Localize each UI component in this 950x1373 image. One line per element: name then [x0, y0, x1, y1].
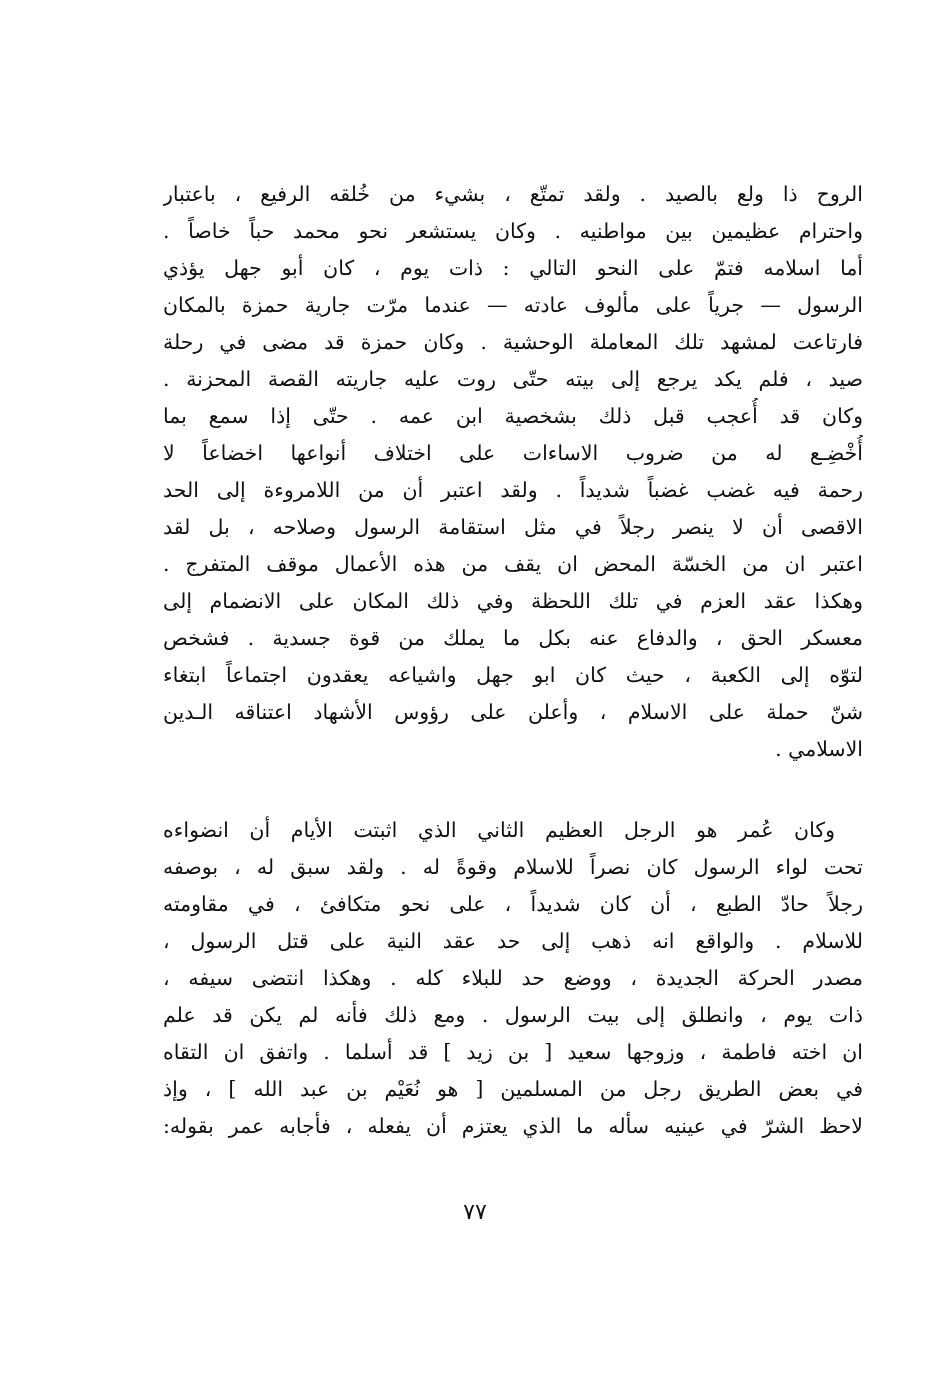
text-line: أما اسلامه فتمّ على النحو التالي : ذات يوم ، كان أبو جهل يؤذي: [163, 256, 863, 280]
text-line: للاسلام . والواقع انه ذهب إلى حد عقد النية على قتل الرسول ،: [163, 929, 863, 953]
text-line: وكان عُمر هو الرجل العظيم الثاني الذي اثبتت الأيام أن انضواءه: [163, 818, 835, 842]
paragraph-1: [163, 176, 863, 768]
text-line: واحترام عظيمين بين مواطنيه . وكان يستشعر نحو محمد حباً خاصاً .: [163, 219, 863, 243]
text-line: ان اخته فاطمة ، وزوجها سعيد [ بن زيد ] قد أسلما . واتفق ان التقاه: [163, 1040, 863, 1064]
text-line: الاقصى أن لا ينصر رجلاً في مثل استقامة الرسول وصلاحه ، بل لقد: [163, 515, 863, 539]
text-line: وهكذا عقد العزم في تلك اللحظة وفي ذلك المكان على الانضمام إلى: [163, 589, 863, 613]
text-line: رحمة فيه غضب غضباً شديداً . ولقد اعتبر أن من اللامروءة إلى الحد: [163, 478, 863, 502]
text-line: وكان قد أُعجب قبل ذلك بشخصية ابن عمه . حتّى إذا سمع بما: [163, 404, 863, 428]
text-line: لتوّه إلى الكعبة ، حيث كان ابو جهل واشياعه يعقدون اجتماعاً ابتغاء: [163, 663, 863, 687]
text-line: تحت لواء الرسول كان نصراً للاسلام وقوةً له . ولقد سبق له ، بوصفه: [163, 855, 863, 879]
text-line: الرسول — جرياً على مألوف عادته — عندما مرّت جارية حمزة بالمكان: [163, 293, 863, 317]
text-line: مصدر الحركة الجديدة ، ووضع حد للبلاء كله . وهكذا انتضى سيفه ،: [163, 966, 863, 990]
page-number: ٧٧: [463, 1200, 487, 1225]
text-line: الروح ذا ولع بالصيد . ولقد تمتّع ، بشيء من خُلقه الرفيع ، باعتبار: [163, 182, 863, 206]
text-line: فارتاعت لمشهد تلك المعاملة الوحشية . وكان حمزة قد مضى في رحلة: [163, 330, 863, 354]
text-line: الاسلامي .: [775, 737, 863, 761]
text-line: في بعض الطريق رجل من المسلمين [ هو نُعَيْم بن عبد الله ] ، وإذ: [163, 1077, 863, 1101]
text-line: ذات يوم ، وانطلق إلى بيت الرسول . ومع ذلك فأنه لم يكن قد علم: [163, 1003, 863, 1027]
text-line: صيد ، فلم يكد يرجع إلى بيته حتّى روت عليه جاريته القصة المحزنة .: [163, 367, 863, 391]
text-line: اعتبر ان من الخسّة المحض ان يقف من هذه الأعمال موقف المتفرج .: [163, 552, 863, 576]
text-line: أُخْضِـع له من ضروب الاساءات على اختلاف أنواعها اخضاعاً لا: [163, 441, 863, 465]
text-line: معسكر الحق ، والدفاع عنه بكل ما يملك من قوة جسدية . فشخص: [163, 626, 863, 650]
text-line: رجلاً حادّ الطبع ، أن كان شديداً ، على نحو متكافئ ، في مقاومته: [163, 892, 863, 916]
text-line: شنّ حملة على الاسلام ، وأعلن على رؤوس الأشهاد اعتناقه الـدين: [163, 700, 863, 724]
text-line: لاحظ الشرّ في عينيه سأله ما الذي يعتزم أن يفعله ، فأجابه عمر بقوله:: [163, 1114, 863, 1138]
paragraph-2: [163, 812, 863, 1145]
